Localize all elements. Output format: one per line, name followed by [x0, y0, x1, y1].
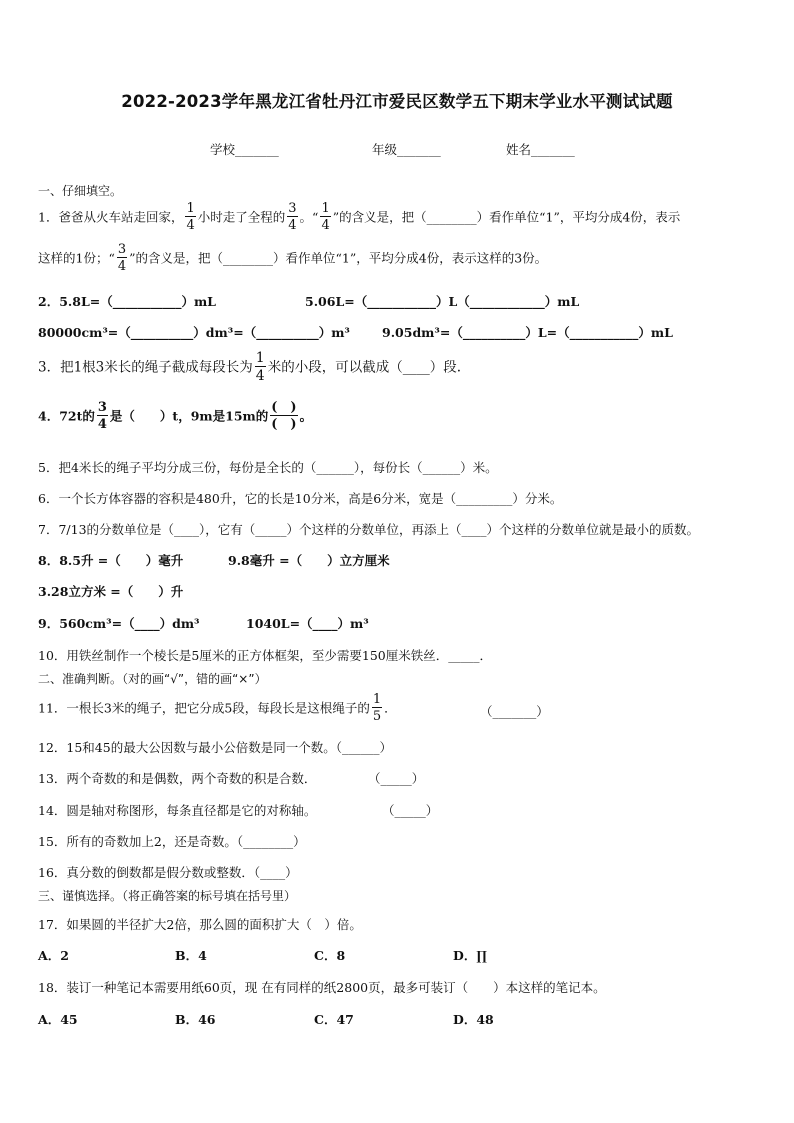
question-16: 16．真分数的倒数都是假分数或整数．（____） [38, 865, 298, 880]
q11-text-b: ． [384, 700, 397, 716]
question-1-line-2 [38, 244, 547, 274]
q1-fraction-1: $\frac{1}{4}$ [186, 201, 195, 233]
question-17: 17．如果圆的半径扩大2倍，那么圆的面积扩大（ ）倍。 [38, 917, 362, 932]
page-title: 2022-2023学年黑龙江省牡丹江市爱民区数学五下期末学业水平测试试题 [121, 92, 673, 111]
q14-answer-blank: （_____） [382, 803, 439, 818]
q1-text-c: 。“ [299, 209, 319, 225]
q18-option-c: C．47 [314, 1012, 354, 1027]
question-15: 15．所有的奇数加上2，还是奇数。（________） [38, 834, 306, 849]
question-11 [38, 694, 397, 724]
question-14: 14．圆是轴对称图形，每条直径都是它的对称轴。 [38, 803, 317, 818]
question-13: 13．两个奇数的和是偶数，两个奇数的积是合数． [38, 771, 317, 786]
question-3 [38, 352, 461, 384]
q1-fraction-3: $\frac{1}{4}$ [321, 201, 330, 233]
q18-option-b: B．46 [175, 1012, 216, 1027]
q1-fraction-4: $\frac{3}{4}$ [117, 242, 127, 274]
question-9-part-b: 1040L=（____）m³ [246, 616, 369, 631]
q4-fraction-2: $\frac{( )}{( )}$ [271, 400, 297, 432]
grade-field: 年级_______ [372, 142, 441, 157]
q1-text-e: 这样的1份；“ [38, 250, 115, 266]
question-2-part-d: 9.05dm³=（__________）L=（___________）mL [382, 325, 673, 340]
question-18: 18．装订一种笔记本需要用纸60页，现 在有同样的纸2800页，最多可装订（ ）本这样的笔记本。 [38, 980, 606, 995]
q13-answer-blank: （_____） [368, 771, 425, 786]
q4-text-b: 是（ ）t，9m是15m的 [109, 408, 269, 424]
q4-text-c: 。 [299, 408, 313, 424]
question-8-part-a: 8．8.5升 =（ ）毫升 [38, 553, 184, 568]
section-heading-multiple-choice: 三、谨慎选择。（将正确答案的标号填在括号里） [38, 889, 297, 903]
q1-text-d: ”的含义是，把（________）看作单位“1”，平均分成4份，表示 [332, 209, 681, 225]
name-field: 姓名_______ [506, 142, 575, 157]
question-9-part-a: 9．560cm³=（____）dm³ [38, 616, 200, 631]
question-5: 5．把4米长的绳子平均分成三份，每份是全长的（______），每份长（______）米。 [38, 460, 498, 475]
question-10: 10．用铁丝制作一个棱长是5厘米的正方体框架，至少需要150厘米铁丝．_____． [38, 648, 492, 663]
question-7: 7．7/13的分数单位是（____），它有（_____）个这样的分数单位，再添上（____）个这样的分数单位就是最小的质数。 [38, 522, 700, 537]
q1-text-b: 小时走了全程的 [197, 209, 286, 225]
section-heading-true-false: 二、准确判断。（对的画“√”，错的画“×”） [38, 672, 267, 686]
question-2-part-c: 80000cm³=（__________）dm³=（__________）m³ [38, 325, 350, 340]
q3-fraction: $\frac{1}{4}$ [255, 350, 265, 384]
q4-fraction-1: $\frac{3}{4}$ [97, 400, 107, 432]
q4-text-a: 4．72t的 [38, 408, 95, 424]
section-heading-fill-blank: 一、仔细填空。 [38, 184, 123, 198]
q3-text-a: 3．把1根3米长的绳子截成每段长为 [38, 359, 253, 376]
q11-answer-blank: （_______） [480, 704, 549, 719]
q18-option-a: A．45 [38, 1012, 78, 1027]
question-2-part-a: 2．5.8L=（___________）mL [38, 294, 216, 309]
q17-option-b: B．4 [175, 948, 207, 963]
q1-text-f: ”的含义是，把（________）看作单位“1”，平均分成4份，表示这样的3份。 [129, 250, 548, 266]
q11-text-a: 11．一根长3米的绳子，把它分成5段，每段长是这根绳子的 [38, 700, 370, 716]
q1-text-a: 1．爸爸从火车站走回家， [38, 209, 184, 225]
q17-option-a: A．2 [38, 948, 69, 963]
question-1-line-1 [38, 203, 680, 233]
question-4 [38, 402, 312, 432]
question-2-part-b: 5.06L=（___________）L（____________）mL [305, 294, 580, 309]
question-8-part-c: 3.28立方米 =（ ）升 [38, 584, 184, 599]
student-info-row [0, 140, 794, 158]
q11-fraction: $\frac{1}{5}$ [372, 692, 382, 724]
q1-fraction-2: $\frac{3}{4}$ [288, 201, 297, 233]
q17-option-c: C．8 [314, 948, 346, 963]
school-field: 学校_______ [210, 142, 279, 157]
q18-option-d: D．48 [453, 1012, 494, 1027]
question-12: 12．15和45的最大公因数与最小公倍数是同一个数。（______） [38, 740, 392, 755]
question-6: 6．一个长方体容器的容积是480升，它的长是10分米，高是6分米，宽是（_________）分米。 [38, 491, 563, 506]
q3-text-b: 米的小段，可以截成（____）段. [267, 359, 461, 376]
question-8-part-b: 9.8毫升 =（ ）立方厘米 [228, 553, 390, 568]
q17-option-d: D．∏ [453, 948, 487, 963]
